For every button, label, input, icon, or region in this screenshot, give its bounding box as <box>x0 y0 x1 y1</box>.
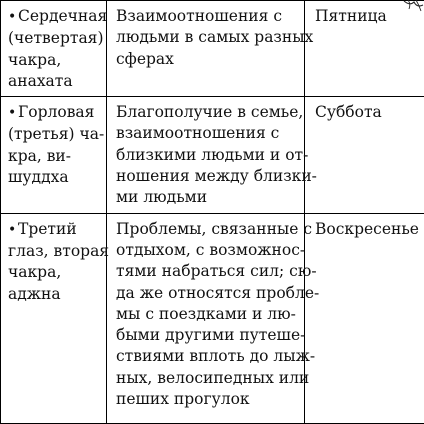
sphere-line: людьми в самых разных <box>116 27 299 48</box>
chakra-line: • Третий <box>8 219 102 241</box>
chakra-line: глаз, вторая <box>8 241 102 262</box>
day-label: Пятница <box>315 6 420 27</box>
table-row <box>1 213 424 423</box>
chakra-line: шуддха <box>8 167 102 188</box>
chakra-line: анахата <box>8 71 102 92</box>
sphere-line: отдыхом, с возможнос- <box>116 240 299 261</box>
sphere-line: Проблемы, связанные с <box>116 219 299 240</box>
sphere-cell <box>107 97 305 213</box>
sphere-line: да же относятся пробле- <box>116 283 299 304</box>
chakra-cell <box>1 1 107 97</box>
corner-ornament-icon <box>402 0 424 14</box>
sphere-line: тями набраться сил; сю- <box>116 261 299 282</box>
sphere-line: сферах <box>116 49 299 70</box>
sphere-line: мы с поездками и лю- <box>116 304 299 325</box>
chakra-line: • Сердечная <box>8 6 102 28</box>
sphere-line: взаимоотношения с <box>116 123 299 144</box>
sphere-line: Благополучие в семье, <box>116 102 299 123</box>
bullet-icon: • <box>8 220 18 241</box>
table-row <box>1 97 424 213</box>
day-label: Воскресенье <box>315 219 420 240</box>
sphere-cell <box>107 213 305 423</box>
bullet-icon: • <box>8 7 18 28</box>
sphere-line: близкими людьми и от- <box>116 145 299 166</box>
sphere-cell <box>107 1 305 97</box>
chakra-line: чакра, <box>8 262 102 283</box>
chakra-cell <box>1 97 107 213</box>
chakra-line: кра, ви- <box>8 146 102 167</box>
table-row <box>1 1 424 97</box>
chakra-line: (третья) ча- <box>8 124 102 145</box>
sphere-line: ми людьми <box>116 187 299 208</box>
day-cell <box>305 1 424 97</box>
sphere-line: Взаимоотношения с <box>116 6 299 27</box>
chakra-line: (четвертая) <box>8 28 102 49</box>
bullet-icon: • <box>8 103 18 124</box>
sphere-line: ношения между близки- <box>116 166 299 187</box>
day-cell <box>305 213 424 423</box>
sphere-line: ных, велосипедных или <box>116 368 299 389</box>
sphere-line: пеших прогулок <box>116 389 299 410</box>
chakra-line: • Горловая <box>8 102 102 124</box>
day-cell <box>305 97 424 213</box>
chakra-line: чакра, <box>8 50 102 71</box>
day-label: Суббота <box>315 102 420 123</box>
sphere-line: ствиями вплоть до лыж- <box>116 346 299 367</box>
chakra-cell <box>1 213 107 423</box>
sphere-line: быми другими путеше- <box>116 325 299 346</box>
chakra-line: аджна <box>8 284 102 305</box>
